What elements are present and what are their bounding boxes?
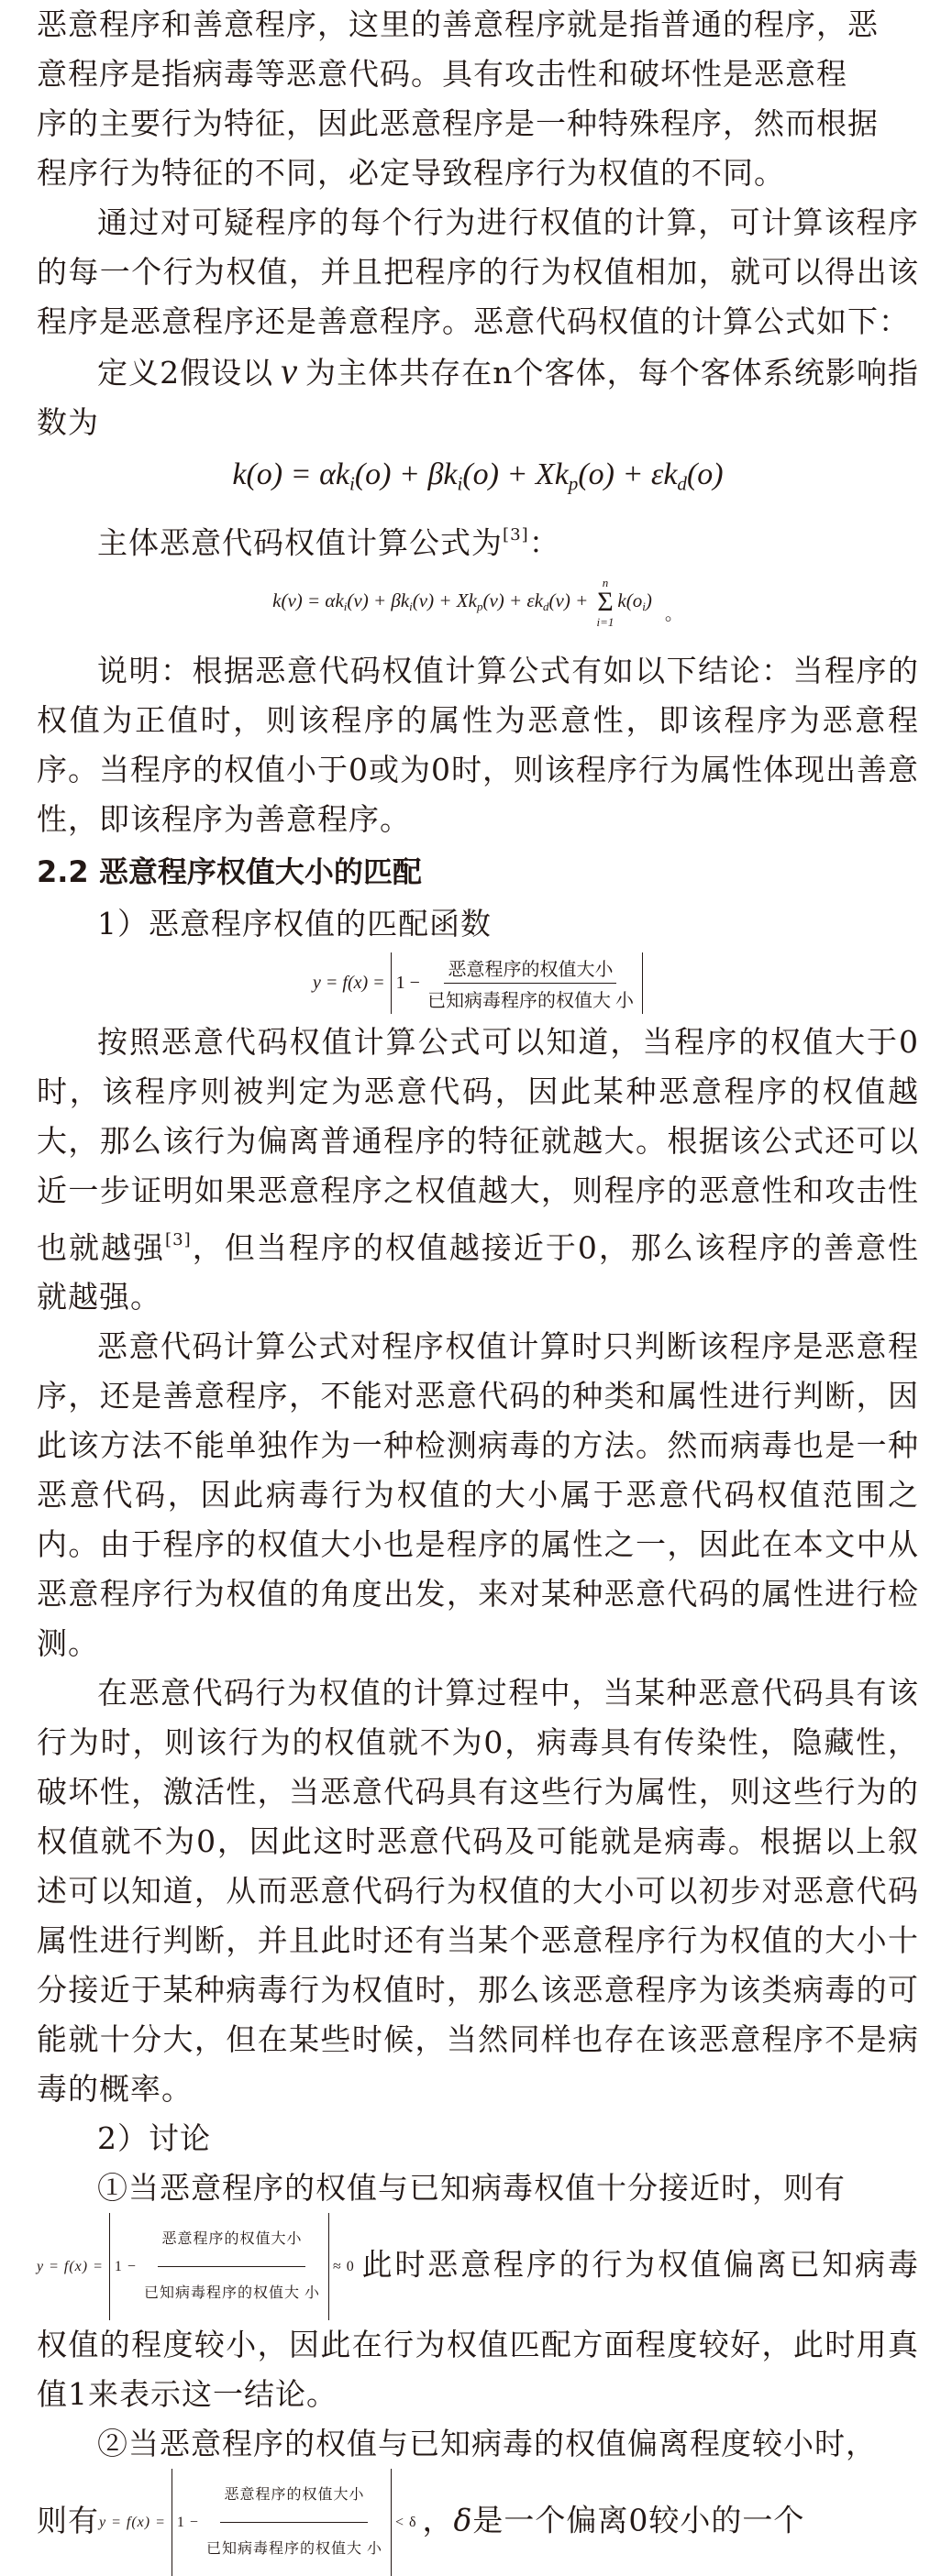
formula-part: (v) + Xk	[412, 589, 477, 611]
formula-subscript: i	[642, 599, 646, 613]
item-2-text-b: 则有	[37, 2502, 99, 2538]
absolute-value	[172, 2469, 392, 2576]
formula-part: (v) + εk	[482, 589, 544, 611]
formula-2-intro-end: ：	[528, 524, 560, 561]
item-1-text-a: ①当恶意程序的权值与已知病毒权值十分接近时，则有	[97, 2170, 846, 2207]
formula-part: y = f(x) =	[99, 2514, 166, 2530]
formula-part: k(o) =	[232, 457, 320, 491]
paragraph-4-text-b: ，但当程序的权值越接近于0，那么该程序的善意性就越强。	[37, 1229, 919, 1316]
formula-2-intro	[37, 511, 919, 568]
formula-part: 1 −	[114, 2258, 137, 2274]
fraction	[424, 954, 637, 1012]
formula-subscript: i	[343, 599, 348, 613]
text-line: 程序行为特征的不同，必定导致程序行为权值的不同。	[37, 155, 785, 191]
formula-subscript: p	[476, 599, 483, 613]
fraction-denominator: 已知病毒程序的权值大 小	[205, 2541, 382, 2558]
item-2-text-d: 是一个偏离0较小的一个	[472, 2502, 805, 2538]
formula-part: k(v) = αk	[272, 589, 344, 611]
item-2-text-c: ，	[422, 2502, 454, 2538]
formula-part: (o) + εk	[578, 457, 678, 491]
formula-period: 。	[664, 603, 683, 624]
formula-part: (v) +	[548, 589, 593, 611]
formula-part: )	[645, 589, 652, 611]
match-function-formula	[37, 952, 919, 1014]
subsection-1-title: 1）恶意程序权值的匹配函数	[97, 905, 492, 941]
definition-2-text-b: 为主体共存在n个客体，每个客体系统影响指数为	[37, 355, 919, 440]
text-line: 序的主要行为特征，因此恶意程序是一种特殊程序，然而根据	[37, 105, 879, 141]
formula-2-intro-text: 主体恶意代码权值计算公式为	[97, 524, 503, 561]
formula-part: 1 −	[395, 972, 420, 993]
item-1-formula	[37, 2213, 355, 2320]
formula-part: k(o	[617, 589, 643, 611]
paragraph-1	[37, 0, 919, 198]
discussion-item-1	[37, 2163, 919, 2419]
formula-part: 1 −	[176, 2514, 199, 2530]
definition-2-text-a: 定义2假设以	[97, 355, 274, 391]
formula-relation: < δ	[394, 2514, 417, 2530]
fraction-denominator: 已知病毒程序的权值大 小	[426, 990, 634, 1011]
paragraph-3: 说明：根据恶意代码权值计算公式有如以下结论：当程序的权值为正值时，则该程序的属性为恶意性，即该程序为恶意程序。当程序的权值小于0或为0时，则该程序行为属性体现出善意性，即该程序为善意程序。	[37, 652, 919, 837]
fraction	[140, 2215, 324, 2318]
discussion-item-2	[37, 2419, 919, 2576]
summation-lower: i=1	[596, 615, 614, 630]
summation	[597, 577, 614, 628]
formula-subscript: i	[349, 472, 355, 495]
formula-part: (o) + βk	[354, 457, 458, 491]
formula-subject-weight	[37, 568, 919, 646]
delta-symbol: δ	[453, 2502, 473, 2538]
definition-2-variable: v	[281, 350, 298, 391]
definition-2	[37, 347, 919, 447]
section-heading: 2.2 恶意程序权值大小的匹配	[37, 853, 422, 889]
fraction	[203, 2471, 386, 2574]
item-2-text-a: ②当恶意程序的权值与已知病毒的权值偏离程度较小时，	[97, 2426, 877, 2462]
paragraph-4-text-a: 按照恶意代码权值计算公式可以知道，当程序的权值大于0时，该程序则被判定为恶意代码，因此某种恶意程序的权值越大，那么该行为偏离普通程序的特征就越大。根据该公式还可以近一步证明如果恶意程序之权值越大，则程序的恶意性和攻击性也就越强	[37, 1023, 919, 1266]
formula-part: (o) + Xk	[462, 457, 569, 491]
citation-ref: [3]	[503, 525, 529, 545]
formula-part: (o)	[686, 457, 724, 491]
formula-relation: ≈ 0	[332, 2258, 355, 2274]
formula-object-influence	[37, 447, 919, 511]
paragraph-6: 在恶意代码行为权值的计算过程中，当某种恶意代码具有该行为时，则该行为的权值就不为0，病毒具有传染性，隐藏性，破坏性，激活性，当恶意代码具有这些行为属性，则这些行为的权值就不为0，因此这时恶意代码及可能就是病毒。根据以上叙述可以知道，从而恶意代码行为权值的大小可以初步对恶意代码属性进行判断，并且此时还有当某个恶意程序行为权值的大小十分接近于某种病毒行为权值时，那么该恶意程序为该类病毒的可能就十分大，但在某些时候，当然同样也存在该恶意程序不是病毒的概率。	[37, 1675, 919, 2108]
fraction-numerator: 恶意程序的权值大小	[158, 2215, 305, 2267]
formula-part: y = f(x) =	[313, 972, 385, 993]
formula-subscript: d	[543, 599, 549, 613]
formula-part: y = f(x) =	[37, 2258, 104, 2274]
item-2-formula	[99, 2469, 417, 2576]
formula-subscript: i	[457, 472, 463, 495]
formula-part: αk	[319, 457, 349, 491]
formula-subscript: i	[409, 599, 413, 613]
summation-symbol: Σ	[597, 587, 614, 618]
fraction-denominator: 已知病毒程序的权值大 小	[143, 2285, 320, 2302]
subsection-2-title: 2）讨论	[97, 2120, 211, 2157]
item-1-text-b: 此时恶意程序的行为权值偏离已知病毒权值的程度较小，因此在行为权值匹配方面程度较好，此时用真值1来表示这一结论。	[37, 2246, 919, 2413]
formula-subscript: d	[677, 472, 687, 495]
paragraph-4	[37, 1018, 919, 1323]
citation-ref: [3]	[165, 1229, 192, 1249]
absolute-value	[109, 2213, 329, 2320]
formula-part: (v) + βk	[347, 589, 410, 611]
text-line: 恶意程序和善意程序，这里的善意程序就是指普通的程序，恶	[37, 6, 879, 42]
paragraph-2: 通过对可疑程序的每个行为进行权值的计算，可计算该程序的每一个行为权值，并且把程序的行为权值相加，就可以得出该程序是恶意程序还是善意程序。恶意代码权值的计算公式如下：	[37, 204, 919, 339]
fraction-numerator: 恶意程序的权值大小	[444, 954, 616, 984]
paragraph-5: 恶意代码计算公式对程序权值计算时只判断该程序是恶意程序，还是善意程序，不能对恶意代码的种类和属性进行判断，因此该方法不能单独作为一种检测病毒的方法。然而病毒也是一种恶意代码，因此病毒行为权值的大小属于恶意代码权值范围之内。由于程序的权值大小也是程序的属性之一，因此在本文中从恶意程序行为权值的角度出发，来对某种恶意代码的属性进行检测。	[37, 1328, 919, 1662]
summation-upper: n	[602, 576, 609, 590]
text-line: 意程序是指病毒等恶意代码。具有攻击性和破坏性是恶意程	[37, 56, 847, 92]
formula-subscript: p	[568, 472, 579, 495]
fraction-numerator: 恶意程序的权值大小	[220, 2471, 368, 2523]
absolute-value	[391, 952, 643, 1014]
